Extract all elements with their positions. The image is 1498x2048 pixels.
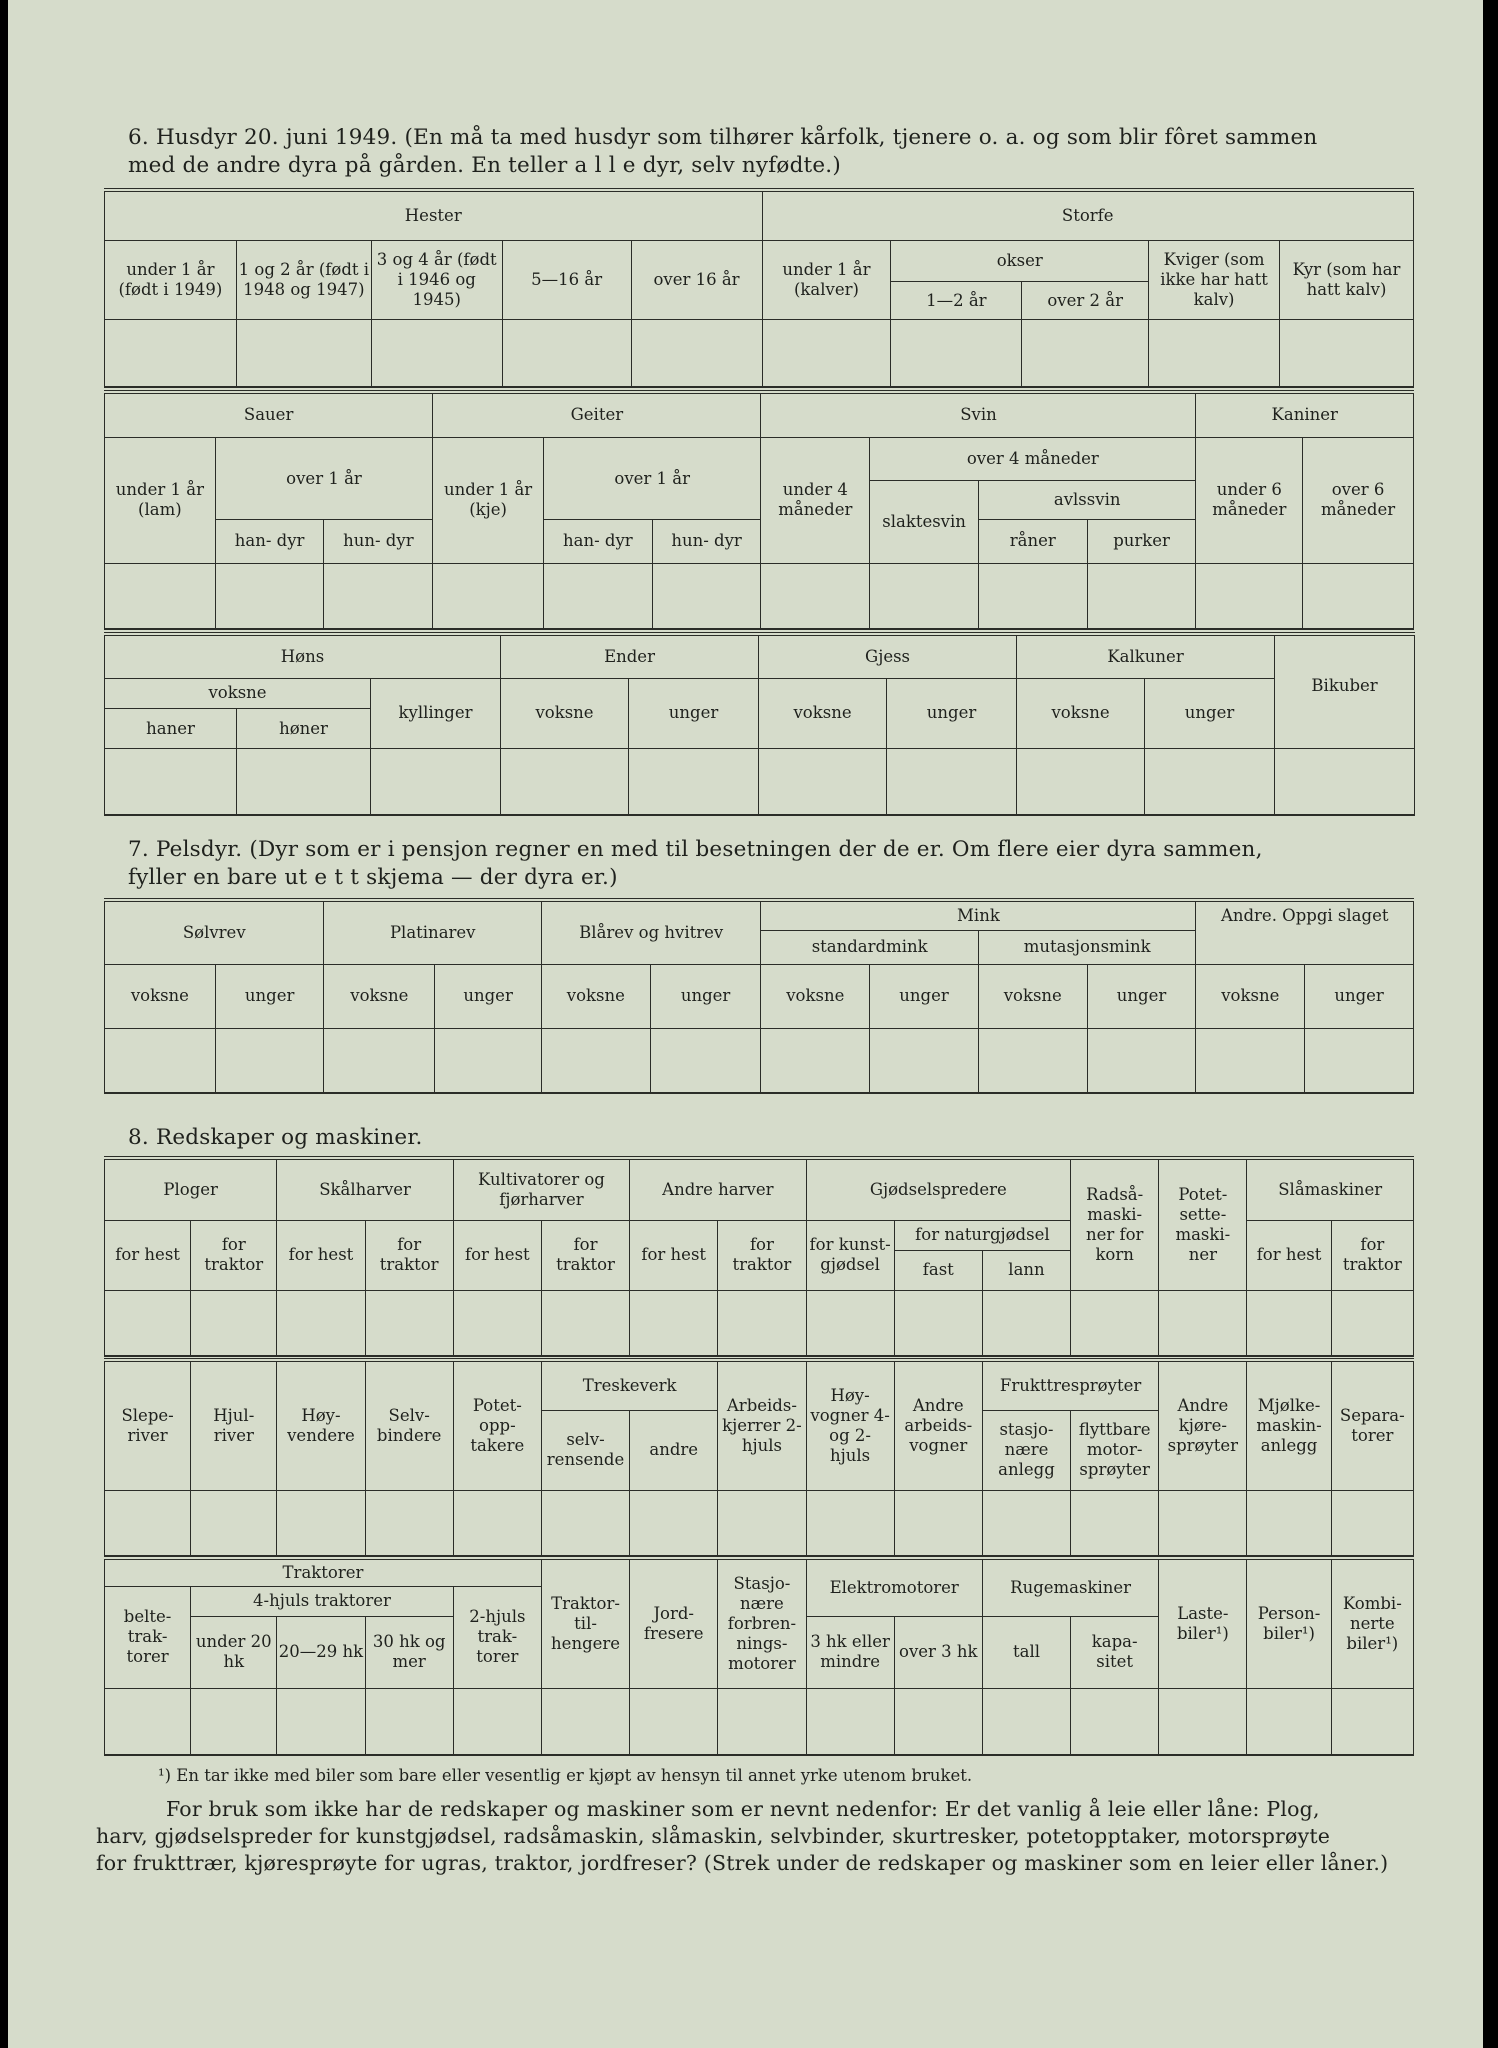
col-header: hun- dyr: [652, 520, 761, 563]
heading-line: 6. Husdyr 20. juni 1949. (En må ta med husdyr som tilhører kårfolk, tjenere o. a. og som blir fôret sammen: [128, 125, 1318, 150]
table-hester-storfe: [104, 188, 1414, 388]
entry-cell[interactable]: [1305, 1029, 1414, 1093]
entry-cell[interactable]: [894, 1290, 982, 1356]
entry-cell[interactable]: [762, 320, 891, 387]
entry-cell[interactable]: [1159, 1689, 1247, 1755]
entry-cell[interactable]: [105, 1490, 191, 1556]
entry-cell[interactable]: [435, 1029, 542, 1093]
entry-cell[interactable]: [105, 1689, 191, 1755]
entry-cell[interactable]: [887, 749, 1017, 815]
table-redskaper: [104, 1156, 1414, 1357]
entry-cell[interactable]: [105, 749, 237, 815]
col-header: unger: [435, 964, 542, 1028]
entry-cell[interactable]: [502, 320, 631, 387]
entry-cell[interactable]: [650, 1029, 761, 1093]
col-header: Stasjo- nære forbren- nings- motorer: [718, 1558, 806, 1689]
entry-cell[interactable]: [371, 749, 501, 815]
header-rugemaskiner: Rugemaskiner: [982, 1558, 1158, 1616]
entry-cell[interactable]: [277, 1490, 365, 1556]
group-header: voksne: [105, 678, 371, 708]
col-header: voksne: [541, 964, 650, 1028]
col-header: voksne: [501, 678, 629, 748]
col-header: råner: [978, 520, 1087, 563]
header-andre: Andre. Oppgi slaget: [1196, 900, 1414, 964]
header-solvrev: Sølvrev: [105, 900, 324, 964]
col-header: unger: [1305, 964, 1414, 1028]
header-blarev: Blårev og hvitrev: [541, 900, 760, 964]
header-radsamaskiner: Radså- maski- ner for korn: [1071, 1158, 1159, 1290]
col-header: voksne: [1017, 678, 1145, 748]
entry-cell[interactable]: [982, 1490, 1070, 1556]
col-header: Slepe- river: [105, 1360, 191, 1490]
entry-cell[interactable]: [870, 563, 979, 629]
col-header: høner: [237, 708, 371, 748]
col-header: for hest: [105, 1220, 191, 1290]
header-gjess: Gjess: [759, 634, 1017, 678]
entry-cell[interactable]: [982, 1689, 1070, 1755]
group-header: over 1 år: [543, 437, 760, 519]
col-header: kapa- sitet: [1071, 1616, 1159, 1688]
col-header: Traktor- til- hengere: [541, 1558, 629, 1689]
header-potetsette: Potet- sette- maski- ner: [1159, 1158, 1247, 1290]
header-hester: Hester: [105, 190, 763, 241]
header-gjodsel: Gjødselspredere: [806, 1158, 1071, 1220]
entry-cell[interactable]: [371, 320, 502, 387]
col-header: unger: [629, 678, 759, 748]
entry-cell[interactable]: [365, 1290, 453, 1356]
col-header: voksne: [105, 964, 216, 1028]
entry-cell[interactable]: [1071, 1689, 1159, 1755]
entry-cell[interactable]: [105, 1290, 191, 1356]
footnote: ¹) En tar ikke med biler som bare eller vesentlig er kjøpt av hensyn til annet yrke utenom bruket.: [158, 1766, 973, 1785]
header-bikuber: Bikuber: [1275, 634, 1415, 749]
header-traktorer: Traktorer: [105, 1558, 542, 1586]
entry-cell[interactable]: [652, 563, 761, 629]
entry-cell[interactable]: [453, 1290, 541, 1356]
header-fruktsproyter: Frukttresprøyter: [982, 1360, 1158, 1410]
entry-cell[interactable]: [718, 1689, 806, 1755]
entry-cell[interactable]: [761, 563, 870, 629]
group-header: avlssvin: [978, 481, 1196, 520]
header-treskeverk: Treskeverk: [541, 1360, 717, 1410]
heading-line: med de andre dyra på gården. En teller a l l e dyr, selv nyfødte.): [128, 153, 841, 178]
header-svin: Svin: [761, 392, 1196, 437]
col-header: Kviger (som ikke har hatt kalv): [1149, 241, 1280, 320]
col-header: Høy- vogner 4- og 2- hjuls: [806, 1360, 894, 1490]
col-header: under 1 år (født i 1949): [105, 241, 237, 320]
header-hons: Høns: [105, 634, 501, 678]
header-mink: Mink: [761, 900, 1196, 930]
section-8-heading: [128, 1124, 928, 1152]
col-header: for traktor: [1331, 1220, 1413, 1290]
col-header: under 1 år (kalver): [762, 241, 891, 320]
closing-line: for frukttrær, kjøresprøyte for ugras, traktor, jordfreser? (Strek under de redskaper og maskiner som en leier eller låner.): [96, 1851, 1389, 1875]
entry-cell[interactable]: [1196, 1029, 1305, 1093]
entry-cell[interactable]: [891, 320, 1022, 387]
entry-cell[interactable]: [433, 563, 544, 629]
entry-cell[interactable]: [1159, 1290, 1247, 1356]
entry-cell[interactable]: [1087, 1029, 1196, 1093]
col-header: unger: [215, 964, 324, 1028]
header-kaniner: Kaniner: [1196, 392, 1414, 437]
entry-cell[interactable]: [543, 563, 652, 629]
heading-line: 8. Redskaper og maskiner.: [128, 1125, 423, 1150]
col-header: unger: [887, 678, 1017, 748]
entry-cell[interactable]: [1071, 1490, 1159, 1556]
entry-cell[interactable]: [1247, 1290, 1331, 1356]
header-platinarev: Platinarev: [324, 900, 541, 964]
entry-cell[interactable]: [630, 1689, 718, 1755]
entry-cell[interactable]: [1087, 563, 1196, 629]
col-header: Selv- bindere: [365, 1360, 453, 1490]
col-header: Kombi- nerte biler¹): [1331, 1558, 1413, 1689]
heading-line: fyller en bare ut e t t skjema — der dyra er.): [128, 865, 618, 890]
col-header: under 4 måneder: [761, 437, 870, 563]
col-header: unger: [1145, 678, 1275, 748]
col-header: for hest: [1247, 1220, 1331, 1290]
col-header: Potet- opp- takere: [453, 1360, 541, 1490]
col-header: for hest: [630, 1220, 718, 1290]
entry-cell[interactable]: [806, 1689, 894, 1755]
section-7-heading: [128, 836, 1418, 892]
header-ender: Ender: [501, 634, 759, 678]
header-ploger: Ploger: [105, 1158, 277, 1220]
col-header: over 16 år: [631, 241, 762, 320]
col-header: purker: [1087, 520, 1196, 563]
entry-cell[interactable]: [365, 1490, 453, 1556]
section-6-heading: [128, 124, 1418, 180]
entry-cell[interactable]: [630, 1490, 718, 1556]
entry-cell[interactable]: [761, 1029, 870, 1093]
col-header: Separa- torer: [1331, 1360, 1413, 1490]
col-header: over 3 hk: [894, 1616, 982, 1688]
col-header: Hjul- river: [191, 1360, 277, 1490]
entry-cell[interactable]: [629, 749, 759, 815]
entry-cell[interactable]: [1279, 320, 1413, 387]
entry-cell[interactable]: [191, 1490, 277, 1556]
entry-cell[interactable]: [105, 320, 237, 387]
col-header: 5—16 år: [502, 241, 631, 320]
col-header: for traktor: [718, 1220, 806, 1290]
entry-cell[interactable]: [1303, 563, 1414, 629]
entry-cell[interactable]: [1159, 1490, 1247, 1556]
entry-cell[interactable]: [894, 1689, 982, 1755]
entry-cell[interactable]: [1331, 1490, 1413, 1556]
col-header: haner: [105, 708, 237, 748]
col-header: kyllinger: [371, 678, 501, 748]
col-header: for kunst- gjødsel: [806, 1220, 894, 1290]
col-header: unger: [650, 964, 761, 1028]
group-header: mutasjonsmink: [978, 930, 1196, 964]
entry-cell[interactable]: [541, 1490, 629, 1556]
header-storfe: Storfe: [762, 190, 1414, 241]
entry-cell[interactable]: [1331, 1290, 1413, 1356]
group-header: for naturgjødsel: [894, 1220, 1070, 1250]
table-maskiner: [104, 1358, 1414, 1557]
table-fjorfe: [104, 632, 1415, 816]
col-header: voksne: [324, 964, 435, 1028]
col-header: 1 og 2 år (født i 1948 og 1947): [236, 241, 371, 320]
col-header: under 1 år (lam): [105, 437, 216, 563]
entry-cell[interactable]: [541, 1290, 629, 1356]
col-header: Laste- biler¹): [1159, 1558, 1247, 1689]
col-header: voksne: [761, 964, 870, 1028]
col-header: for hest: [453, 1220, 541, 1290]
col-header: han- dyr: [543, 520, 652, 563]
header-kalkuner: Kalkuner: [1017, 634, 1275, 678]
entry-cell[interactable]: [894, 1490, 982, 1556]
entry-cell[interactable]: [324, 1029, 435, 1093]
col-header: selv- rensende: [541, 1410, 629, 1490]
entry-cell[interactable]: [324, 563, 433, 629]
entry-cell[interactable]: [718, 1290, 806, 1356]
entry-cell[interactable]: [982, 1290, 1070, 1356]
col-header: for traktor: [191, 1220, 277, 1290]
col-header: 20—29 hk: [277, 1616, 365, 1688]
col-header: han- dyr: [215, 520, 324, 563]
entry-cell[interactable]: [277, 1689, 365, 1755]
col-header: flyttbare motor- sprøyter: [1071, 1410, 1159, 1490]
entry-cell[interactable]: [1196, 563, 1303, 629]
table-sauer-geiter-svin: [104, 390, 1414, 630]
group-header: 4-hjuls traktorer: [191, 1586, 454, 1616]
group-header: standardmink: [761, 930, 978, 964]
entry-cell[interactable]: [1071, 1290, 1159, 1356]
col-header: under 1 år (kje): [433, 437, 544, 563]
form-page: [8, 0, 1483, 2048]
col-header: andre: [630, 1410, 718, 1490]
col-header: fast: [894, 1250, 982, 1290]
col-header: Andre arbeids- vogner: [894, 1360, 982, 1490]
table-pelsdyr: [104, 898, 1414, 1094]
col-header: Mjølke- maskin- anlegg: [1247, 1360, 1331, 1490]
col-header: slaktesvin: [870, 481, 979, 563]
entry-cell[interactable]: [541, 1029, 650, 1093]
entry-cell[interactable]: [1022, 320, 1149, 387]
closing-paragraph: [96, 1796, 1426, 1877]
header-skalharver: Skålharver: [277, 1158, 453, 1220]
header-kultivatorer: Kultivatorer og fjørharver: [453, 1158, 629, 1220]
col-header: Høy- vendere: [277, 1360, 365, 1490]
group-header: over 1 år: [215, 437, 432, 519]
entry-cell[interactable]: [1331, 1689, 1413, 1755]
col-header: lann: [982, 1250, 1070, 1290]
entry-cell[interactable]: [806, 1490, 894, 1556]
entry-cell[interactable]: [191, 1290, 277, 1356]
entry-cell[interactable]: [215, 1029, 324, 1093]
col-header: 1—2 år: [891, 281, 1022, 320]
entry-cell[interactable]: [978, 1029, 1087, 1093]
header-sauer: Sauer: [105, 392, 433, 437]
entry-cell[interactable]: [1275, 749, 1415, 815]
entry-cell[interactable]: [718, 1490, 806, 1556]
entry-cell[interactable]: [1247, 1689, 1331, 1755]
col-header: voksne: [759, 678, 887, 748]
col-header: hun- dyr: [324, 520, 433, 563]
header-elektromotorer: Elektromotorer: [806, 1558, 982, 1616]
entry-cell[interactable]: [453, 1689, 541, 1755]
col-header: 2-hjuls trak- torer: [453, 1586, 541, 1689]
entry-cell[interactable]: [1145, 749, 1275, 815]
entry-cell[interactable]: [191, 1689, 277, 1755]
closing-line: For bruk som ikke har de redskaper og maskiner som er nevnt nedenfor: Er det vanlig å leie eller låne: Plog,: [166, 1797, 1320, 1821]
col-header: tall: [982, 1616, 1070, 1688]
col-header: Kyr (som har hatt kalv): [1279, 241, 1413, 320]
col-header: under 6 måneder: [1196, 437, 1303, 563]
col-header: Jord- fresere: [630, 1558, 718, 1689]
closing-line: harv, gjødselspreder for kunstgjødsel, radsåmaskin, slåmaskin, selvbinder, skurtresker, potetopptaker, motorsprøyte: [96, 1824, 1331, 1848]
col-header: 3 hk eller mindre: [806, 1616, 894, 1688]
col-header: for traktor: [541, 1220, 629, 1290]
col-header: 3 og 4 år (født i 1946 og 1945): [371, 241, 502, 320]
col-header: voksne: [1196, 964, 1305, 1028]
entry-cell[interactable]: [1247, 1490, 1331, 1556]
col-header: over 6 måneder: [1303, 437, 1414, 563]
header-andre-harver: Andre harver: [630, 1158, 806, 1220]
col-header: under 20 hk: [191, 1616, 277, 1688]
entry-cell[interactable]: [236, 320, 371, 387]
group-header: over 4 måneder: [870, 437, 1196, 480]
col-header: 30 hk og mer: [365, 1616, 453, 1688]
entry-cell[interactable]: [631, 320, 762, 387]
entry-cell[interactable]: [215, 563, 324, 629]
entry-cell[interactable]: [277, 1290, 365, 1356]
header-slamaskiner: Slåmaskiner: [1247, 1158, 1414, 1220]
col-header: voksne: [978, 964, 1087, 1028]
col-header: belte- trak- torer: [105, 1586, 191, 1689]
entry-cell[interactable]: [806, 1290, 894, 1356]
group-header: okser: [891, 241, 1149, 282]
entry-cell[interactable]: [1017, 749, 1145, 815]
entry-cell[interactable]: [1149, 320, 1280, 387]
col-header: for traktor: [365, 1220, 453, 1290]
entry-cell[interactable]: [365, 1689, 453, 1755]
entry-cell[interactable]: [759, 749, 887, 815]
entry-cell[interactable]: [978, 563, 1087, 629]
heading-line: 7. Pelsdyr. (Dyr som er i pensjon regner en med til besetningen der de er. Om flere eier dyra sammen,: [128, 837, 1263, 862]
col-header: unger: [870, 964, 979, 1028]
entry-cell[interactable]: [870, 1029, 979, 1093]
col-header: Arbeids- kjerrer 2-hjuls: [718, 1360, 806, 1490]
col-header: Andre kjøre- sprøyter: [1159, 1360, 1247, 1490]
entry-cell[interactable]: [501, 749, 629, 815]
col-header: over 2 år: [1022, 281, 1149, 320]
col-header: for hest: [277, 1220, 365, 1290]
entry-cell[interactable]: [105, 1029, 216, 1093]
header-geiter: Geiter: [433, 392, 761, 437]
col-header: stasjo- nære anlegg: [982, 1410, 1070, 1490]
entry-cell[interactable]: [541, 1689, 629, 1755]
entry-cell[interactable]: [453, 1490, 541, 1556]
col-header: unger: [1087, 964, 1196, 1028]
table-traktorer: [104, 1556, 1414, 1756]
entry-cell[interactable]: [237, 749, 371, 815]
entry-cell[interactable]: [630, 1290, 718, 1356]
col-header: Person- biler¹): [1247, 1558, 1331, 1689]
entry-cell[interactable]: [105, 563, 216, 629]
